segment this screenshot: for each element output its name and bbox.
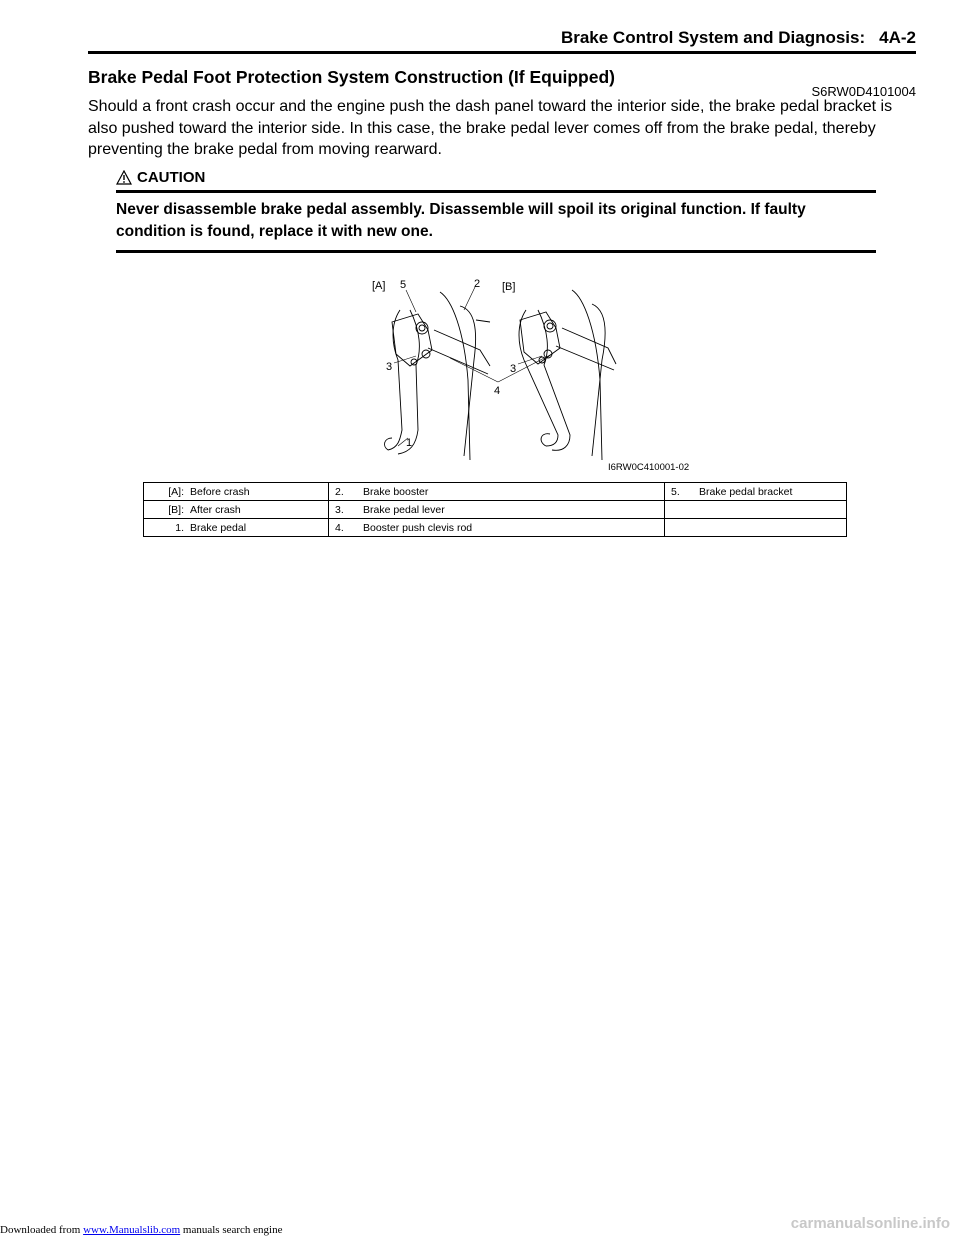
- section-title: Brake Pedal Foot Protection System Construction (If Equipped): [88, 67, 615, 87]
- caution-heading: [116, 166, 876, 188]
- watermark: carmanualsonline.info: [790, 1215, 950, 1232]
- label-A: [A]: [372, 280, 386, 292]
- table-row: 1. Brake pedal 4. Booster push clevis rod: [144, 519, 847, 537]
- caution-box: [116, 166, 876, 253]
- pedal-before-crash: [385, 292, 490, 460]
- label-2: 2: [474, 278, 481, 290]
- section-code: S6RW0D4101004: [811, 84, 916, 99]
- pedal-after-crash: [519, 290, 616, 460]
- figure-code: I6RW0C410001-02: [608, 462, 690, 473]
- label-1: 1: [406, 437, 413, 449]
- label-4: 4: [494, 385, 501, 397]
- table-row: [B]: After crash 3. Brake pedal lever: [144, 501, 847, 519]
- caution-label: CAUTION: [137, 168, 206, 186]
- download-footer: Downloaded from www.Manualslib.com manuals search engine: [0, 1224, 283, 1236]
- page-header: [88, 28, 916, 50]
- table-row: [A]: Before crash 2. Brake booster 5. Brake pedal bracket: [144, 483, 847, 501]
- brake-pedal-diagram: [340, 270, 720, 475]
- page-number: 4A-2: [879, 28, 916, 47]
- legend-table: [143, 482, 847, 537]
- warning-triangle-icon: [116, 170, 132, 185]
- section-body: Should a front crash occur and the engine push the dash panel toward the interior side, the brake pedal bracket is also pushed toward the interior side. In this case, the brake pedal lever comes off from the brake pedal, thereby preventing the brake pedal from moving rearward.: [88, 98, 893, 158]
- caution-text: Never disassemble brake pedal assembly. Disassemble will spoil its original function. If faulty condition is found, replace it with new one.: [116, 201, 806, 240]
- label-3-after: 3: [510, 363, 517, 375]
- label-3-before: 3: [386, 361, 393, 373]
- label-B: [B]: [502, 281, 516, 293]
- header-rule: [88, 51, 916, 54]
- label-5: 5: [400, 279, 407, 291]
- caution-rule-bottom: [116, 250, 876, 253]
- manualslib-link[interactable]: www.Manualslib.com: [83, 1224, 181, 1236]
- header-title: Brake Control System and Diagnosis:: [560, 28, 866, 47]
